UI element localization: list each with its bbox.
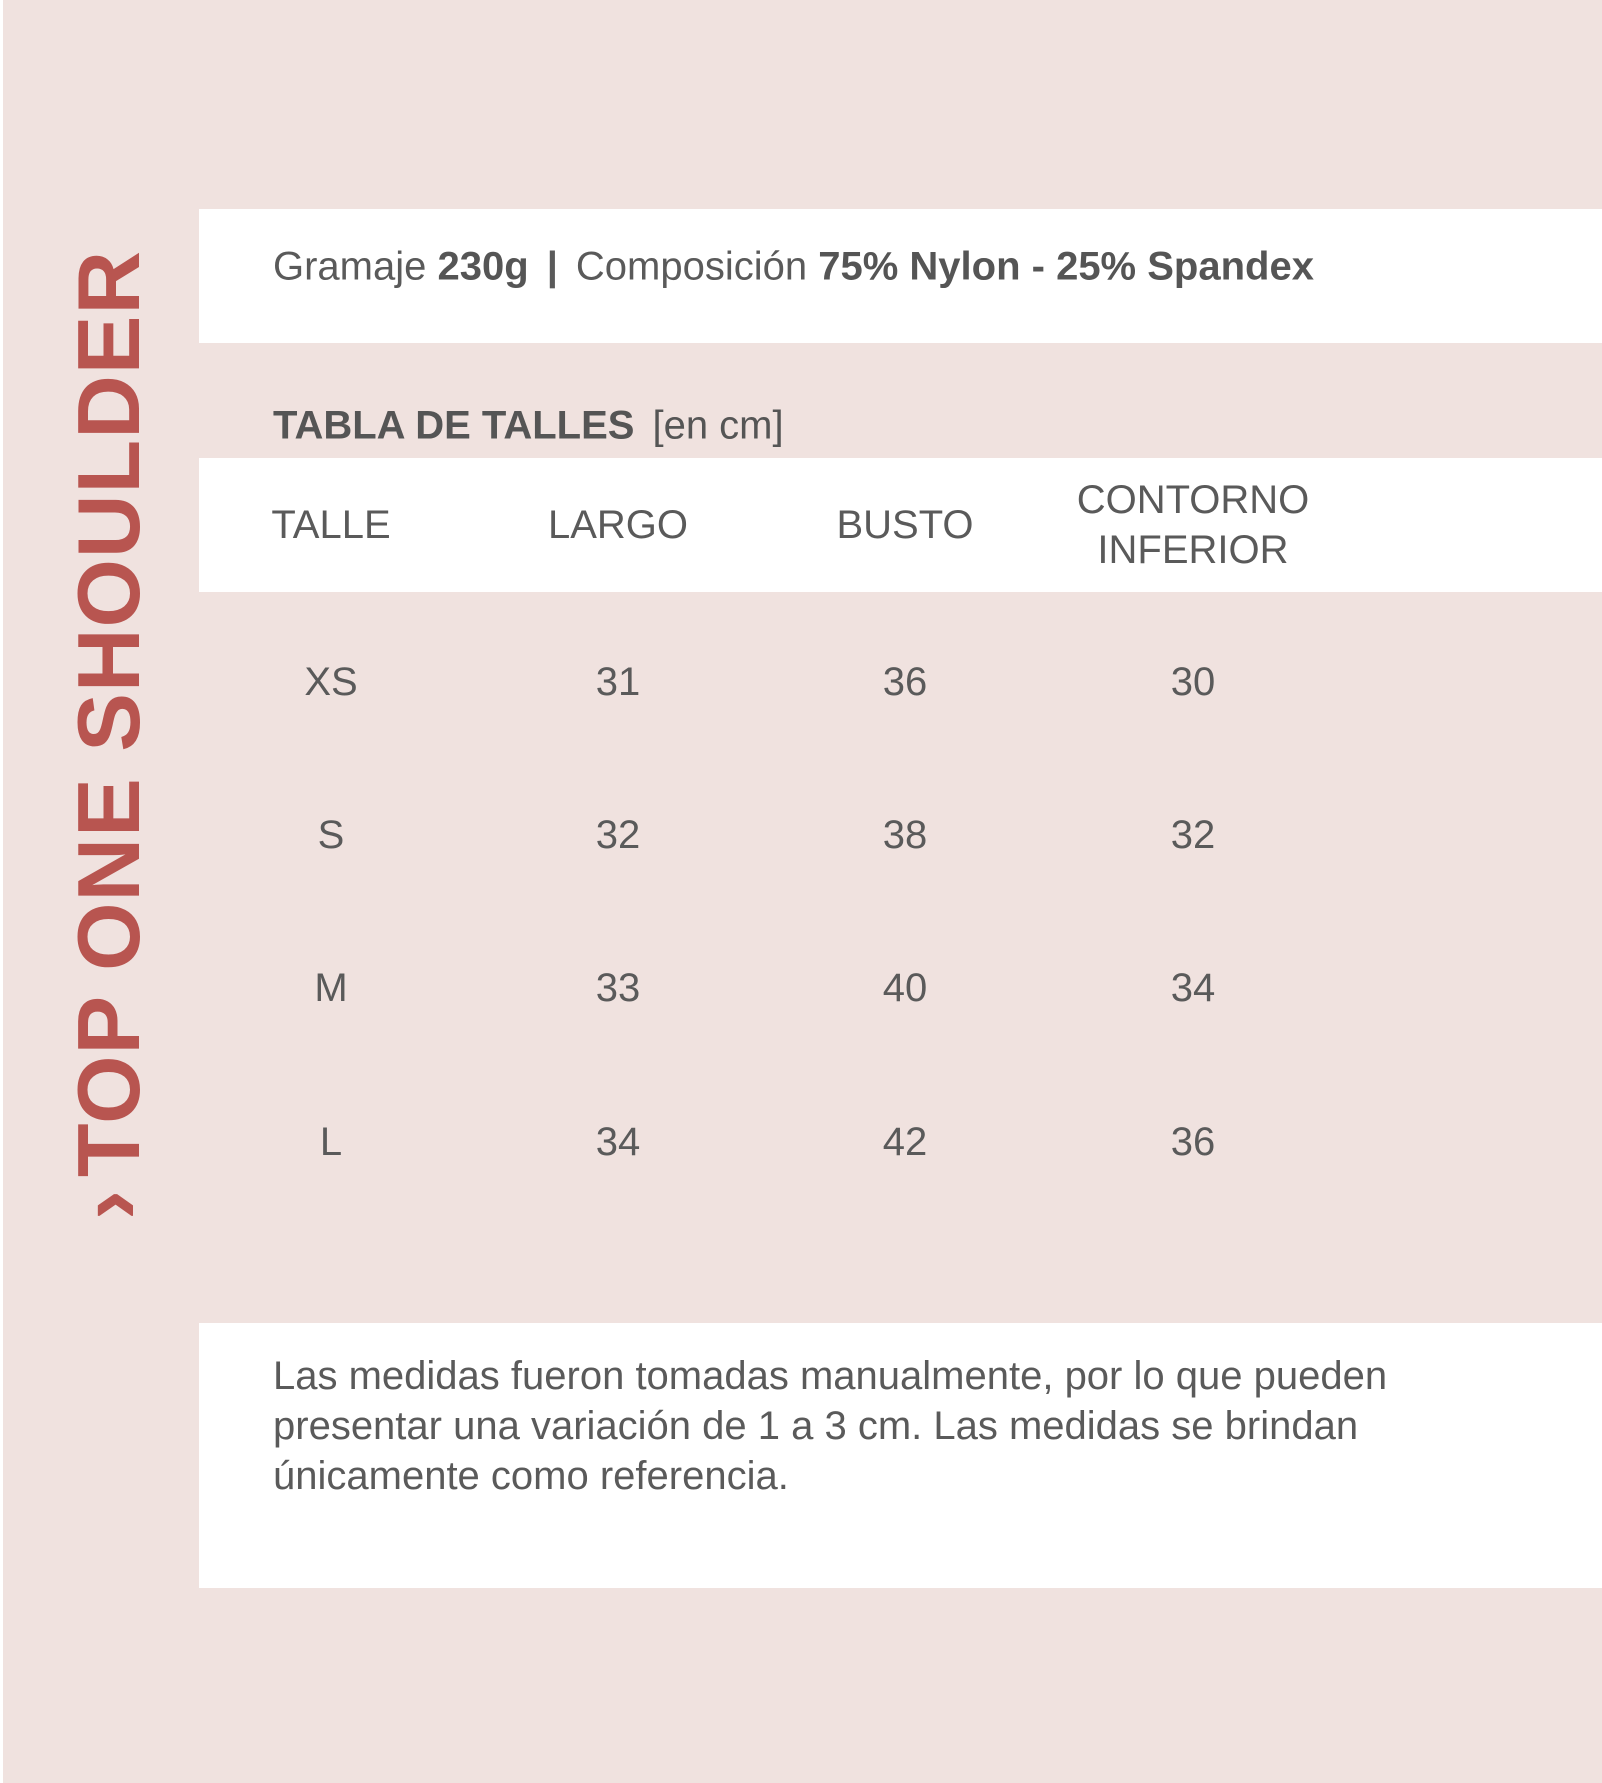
product-title: TOP ONE SHOULDER bbox=[59, 249, 158, 1178]
size-table-title bbox=[273, 404, 784, 449]
table-row bbox=[0, 805, 1602, 865]
table-row bbox=[0, 958, 1602, 1018]
header-contorno-line2: INFERIOR bbox=[1097, 528, 1289, 572]
header-talle: TALLE bbox=[271, 503, 391, 547]
cell-contorno: 32 bbox=[1170, 813, 1216, 857]
size-table-heading: TABLA DE TALLES bbox=[273, 403, 635, 448]
cell-busto: 36 bbox=[882, 660, 928, 704]
header-largo: LARGO bbox=[547, 503, 689, 547]
size-table-header bbox=[199, 458, 1602, 592]
specs-band bbox=[199, 209, 1602, 343]
cell-busto: 42 bbox=[882, 1120, 928, 1164]
specs-separator: | bbox=[546, 244, 558, 289]
size-table-unit: [en cm] bbox=[652, 403, 784, 448]
cell-busto: 38 bbox=[882, 813, 928, 857]
cell-largo: 32 bbox=[595, 813, 641, 857]
specs-line bbox=[273, 245, 1314, 290]
cell-largo: 31 bbox=[595, 660, 641, 704]
table-row bbox=[0, 652, 1602, 712]
cell-largo: 34 bbox=[595, 1120, 641, 1164]
gramaje-label: Gramaje bbox=[273, 244, 427, 289]
cell-talle: S bbox=[317, 813, 345, 857]
cell-talle: M bbox=[314, 966, 348, 1010]
cell-contorno: 34 bbox=[1170, 966, 1216, 1010]
gramaje-value: 230g bbox=[437, 244, 529, 289]
composicion-label: Composición bbox=[575, 244, 808, 289]
table-row bbox=[0, 1112, 1602, 1172]
measurement-note: Las medidas fueron tomadas manualmente, por lo que pueden presentar una variación de 1 a 3 cm. Las medidas se brindan únicamente como referencia. bbox=[273, 1354, 1388, 1498]
header-busto: BUSTO bbox=[836, 503, 974, 547]
product-title-vertical bbox=[58, 205, 159, 1265]
left-edge-strip bbox=[0, 0, 3, 1783]
cell-busto: 40 bbox=[882, 966, 928, 1010]
cell-contorno: 30 bbox=[1170, 660, 1216, 704]
cell-largo: 33 bbox=[595, 966, 641, 1010]
header-contorno-line1: CONTORNO bbox=[1076, 478, 1310, 522]
cell-contorno: 36 bbox=[1170, 1120, 1216, 1164]
cell-talle: L bbox=[319, 1120, 343, 1164]
note-band bbox=[199, 1323, 1602, 1588]
header-contorno-inferior bbox=[1077, 458, 1310, 592]
composicion-value: 75% Nylon - 25% Spandex bbox=[818, 244, 1314, 289]
chevron-right-icon: › bbox=[58, 1189, 159, 1221]
cell-talle: XS bbox=[304, 660, 358, 704]
